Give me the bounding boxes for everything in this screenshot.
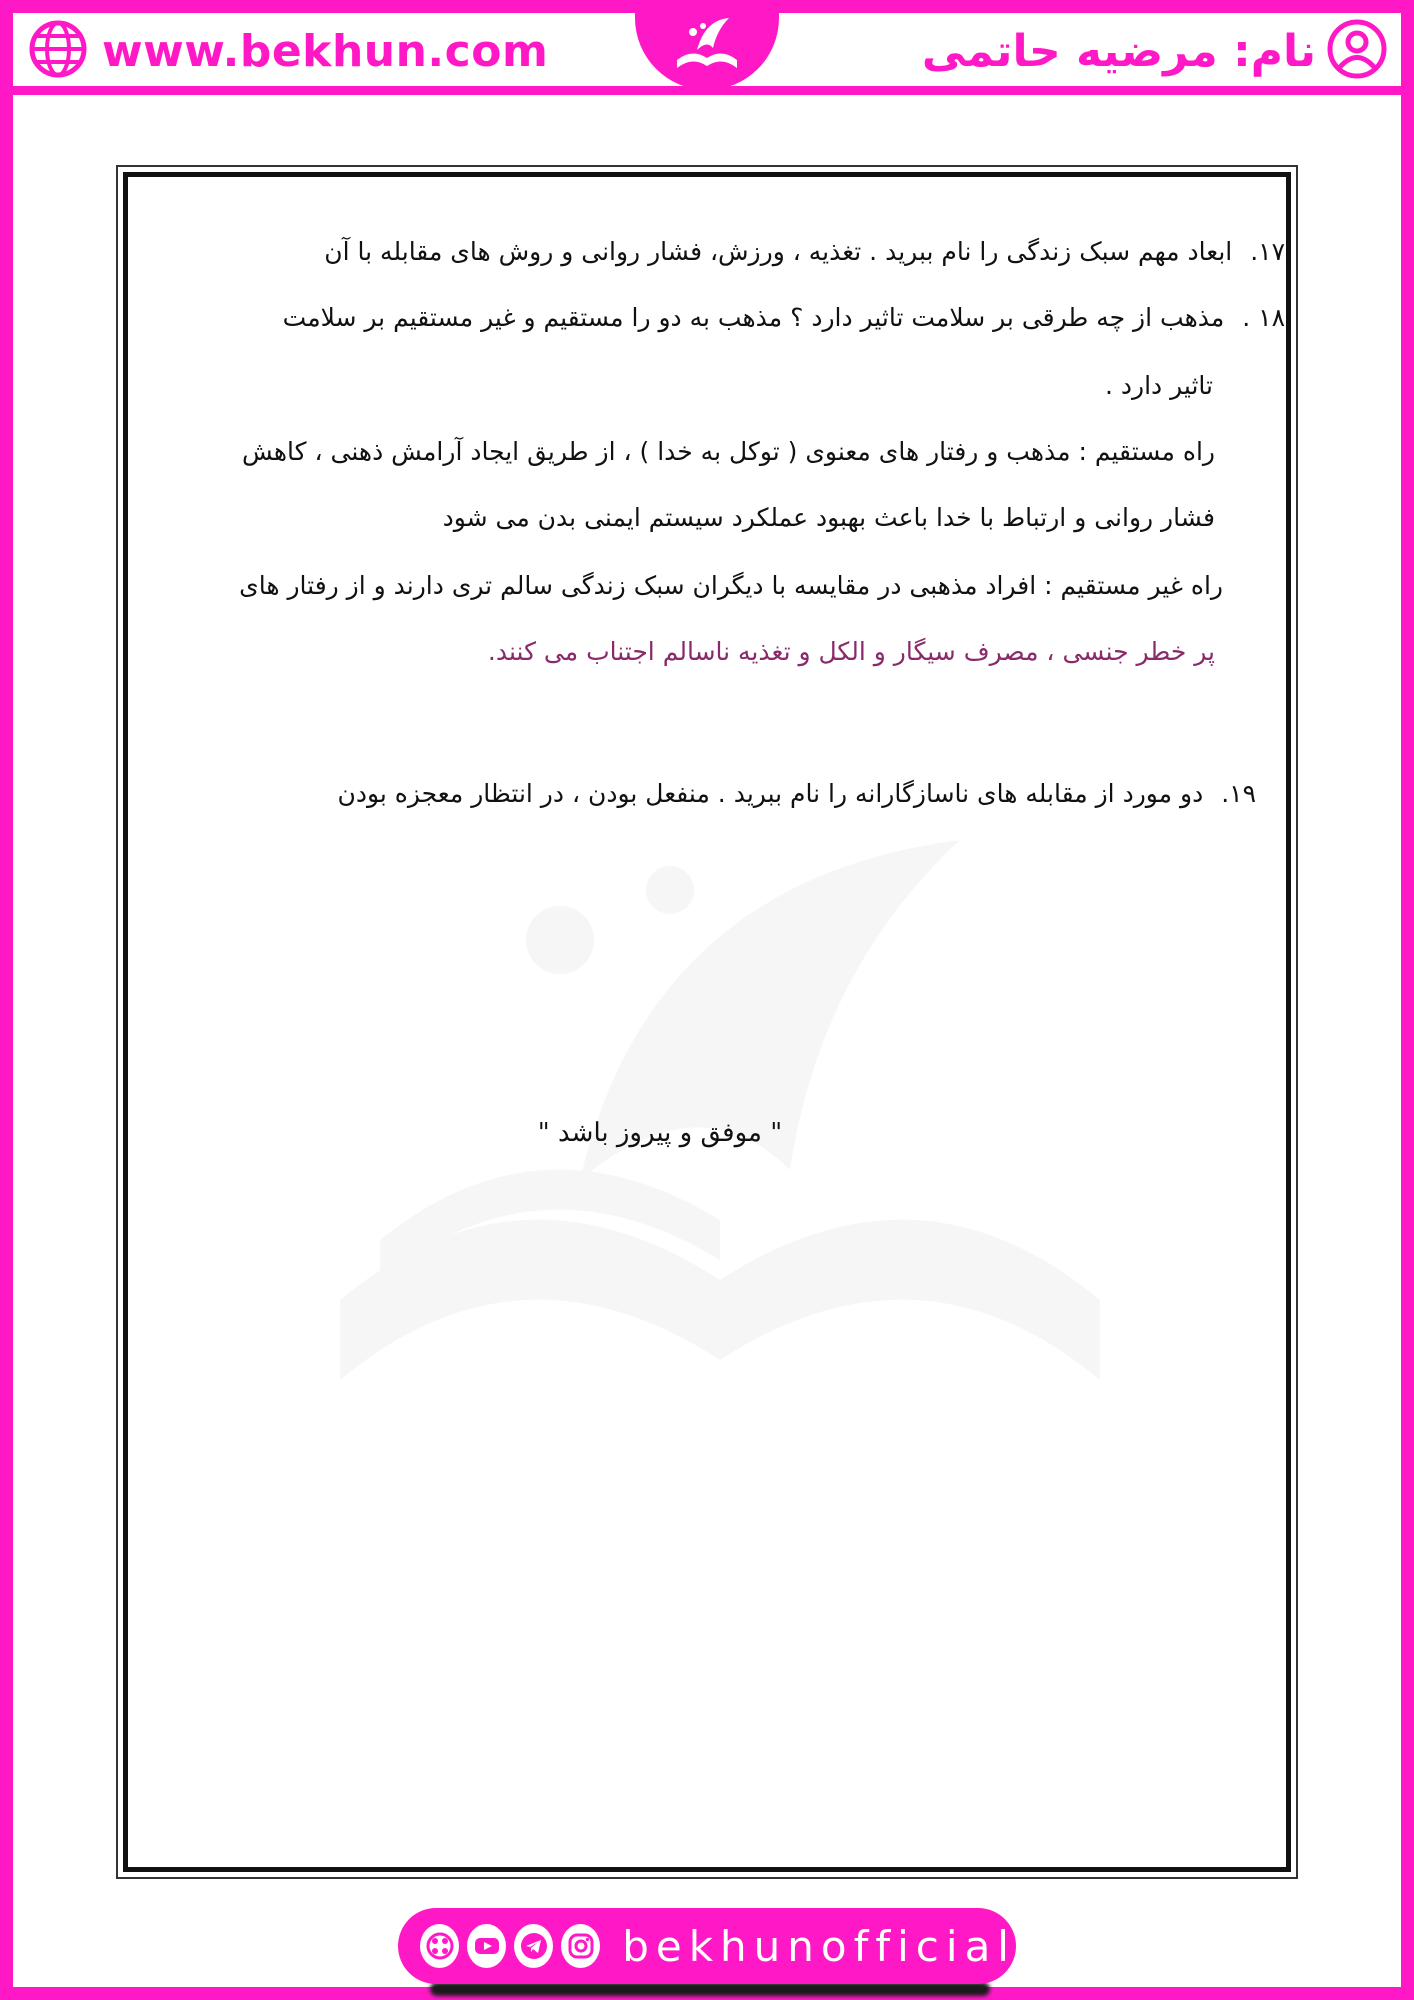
user-circle-icon	[1326, 18, 1388, 84]
globe-icon	[28, 19, 88, 83]
question-17-number: ۱۷.	[1250, 237, 1285, 266]
answer-indirect-line2: پر خطر جنسی ، مصرف سیگار و الکل و تغذیه ناسالم اجتناب می کنند.	[487, 637, 1215, 666]
closing-wish: " موفق و پیروز باشد "	[537, 1118, 783, 1148]
site-link[interactable]	[28, 18, 548, 84]
question-19-number: ۱۹.	[1221, 779, 1256, 808]
question-17-text: ابعاد مهم سبک زندگی را نام ببرید . تغذیه ، ورزش، فشار روانی و روش های مقابله با آن	[324, 237, 1233, 266]
footer-shadow	[430, 1982, 990, 1996]
bekhun-logo	[635, 0, 779, 90]
student-name-block	[922, 16, 1388, 86]
question-18-number: ۱۸ .	[1242, 303, 1285, 332]
question-17	[324, 237, 1285, 266]
youtube-icon[interactable]	[467, 1924, 506, 1968]
question-19	[337, 779, 1256, 808]
instagram-icon[interactable]	[561, 1924, 600, 1968]
social-handle[interactable]: bekhunofficial	[622, 1921, 1016, 1971]
aparat-icon[interactable]	[420, 1924, 459, 1968]
answer-direct-line1: راه مستقیم : مذهب و رفتار های معنوی ( توکل به خدا ) ، از طریق ایجاد آرامش ذهنی ، کاهش	[241, 437, 1215, 466]
answer-indirect-line1: راه غیر مستقیم : افراد مذهبی در مقایسه با دیگران سبک زندگی سالم تری دارند و از رفتار های	[239, 571, 1223, 600]
question-18-text: مذهب از چه طرقی بر سلامت تاثیر دارد ؟ مذهب به دو را مستقیم و غیر مستقیم بر سلامت	[282, 303, 1225, 332]
site-url[interactable]: www.bekhun.com	[102, 25, 549, 77]
telegram-icon[interactable]	[514, 1924, 553, 1968]
question-18	[283, 303, 1285, 332]
answer-direct-line2: فشار روانی و ارتباط با خدا باعث بهبود عملکرد سیستم ایمنی بدن می شود	[442, 503, 1215, 532]
student-name: نام: مرضیه حاتمی	[921, 25, 1316, 77]
social-footer[interactable]	[398, 1908, 1016, 1984]
question-19-text: دو مورد از مقابله های ناسازگارانه را نام ببرید . منفعل بودن ، در انتظار معجزه بودن	[337, 779, 1204, 808]
question-18-line2: تاثیر دارد .	[1105, 371, 1213, 400]
